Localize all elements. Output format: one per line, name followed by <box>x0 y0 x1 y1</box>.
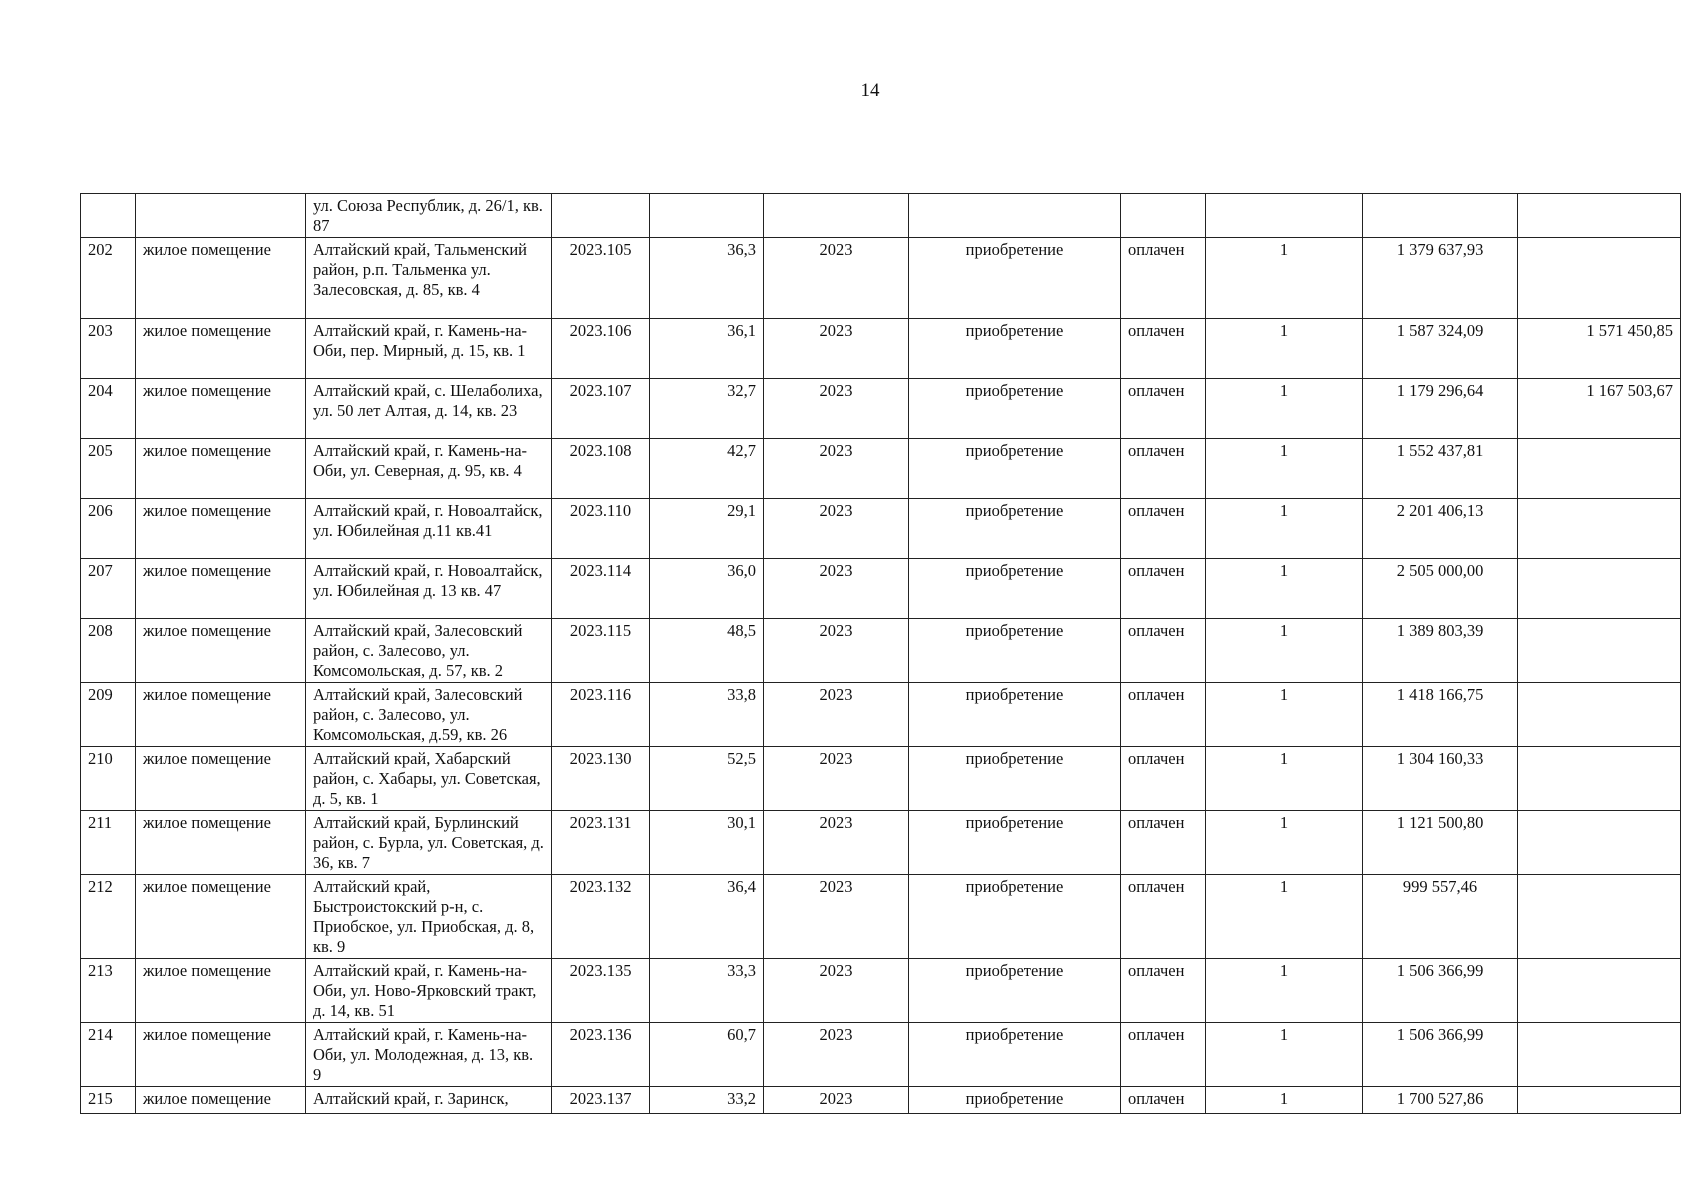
cell-payment-status: оплачен <box>1121 238 1206 319</box>
cell-object-kind: жилое помещение <box>136 619 306 683</box>
cell-payment-status: оплачен <box>1121 559 1206 619</box>
cell-row-number: 204 <box>81 379 136 439</box>
table-row <box>81 683 1681 747</box>
cell-price: 1 552 437,81 <box>1363 439 1518 499</box>
cell-quantity <box>1206 194 1363 238</box>
cell-price: 1 506 366,99 <box>1363 1023 1518 1087</box>
cell-object-kind: жилое помещение <box>136 499 306 559</box>
cell-payment-status: оплачен <box>1121 1087 1206 1114</box>
cell-payment-status: оплачен <box>1121 619 1206 683</box>
cell-registry-id: 2023.110 <box>552 499 650 559</box>
cell-year: 2023 <box>764 683 909 747</box>
cell-area-sqm: 36,1 <box>650 319 764 379</box>
cell-price-alt: 1 571 450,85 <box>1518 319 1681 379</box>
cell-registry-id: 2023.114 <box>552 559 650 619</box>
cell-object-kind: жилое помещение <box>136 439 306 499</box>
table-row <box>81 747 1681 811</box>
cell-acquisition-type: приобретение <box>909 811 1121 875</box>
cell-quantity: 1 <box>1206 747 1363 811</box>
cell-area-sqm: 36,4 <box>650 875 764 959</box>
cell-row-number: 207 <box>81 559 136 619</box>
cell-year: 2023 <box>764 811 909 875</box>
cell-area-sqm: 36,0 <box>650 559 764 619</box>
cell-year: 2023 <box>764 439 909 499</box>
cell-registry-id: 2023.132 <box>552 875 650 959</box>
cell-year: 2023 <box>764 1023 909 1087</box>
cell-address: Алтайский край, г. Новоалтайск, ул. Юбилейная д. 13 кв. 47 <box>306 559 552 619</box>
cell-price-alt <box>1518 747 1681 811</box>
cell-acquisition-type: приобретение <box>909 238 1121 319</box>
cell-quantity: 1 <box>1206 439 1363 499</box>
cell-quantity: 1 <box>1206 319 1363 379</box>
cell-area-sqm: 60,7 <box>650 1023 764 1087</box>
cell-quantity: 1 <box>1206 875 1363 959</box>
cell-payment-status: оплачен <box>1121 319 1206 379</box>
cell-area-sqm: 36,3 <box>650 238 764 319</box>
cell-registry-id: 2023.136 <box>552 1023 650 1087</box>
cell-year: 2023 <box>764 379 909 439</box>
table-row <box>81 1087 1681 1114</box>
cell-quantity: 1 <box>1206 499 1363 559</box>
cell-quantity: 1 <box>1206 1023 1363 1087</box>
cell-price: 1 179 296,64 <box>1363 379 1518 439</box>
cell-area-sqm: 33,2 <box>650 1087 764 1114</box>
table-row <box>81 559 1681 619</box>
cell-acquisition-type <box>909 194 1121 238</box>
cell-area-sqm: 48,5 <box>650 619 764 683</box>
cell-address: Алтайский край, Залесовский район, с. Залесово, ул. Комсомольская, д. 57, кв. 2 <box>306 619 552 683</box>
cell-row-number <box>81 194 136 238</box>
cell-acquisition-type: приобретение <box>909 747 1121 811</box>
cell-acquisition-type: приобретение <box>909 319 1121 379</box>
table-row <box>81 238 1681 319</box>
cell-acquisition-type: приобретение <box>909 559 1121 619</box>
cell-row-number: 209 <box>81 683 136 747</box>
cell-row-number: 215 <box>81 1087 136 1114</box>
cell-payment-status: оплачен <box>1121 439 1206 499</box>
cell-price: 1 121 500,80 <box>1363 811 1518 875</box>
cell-acquisition-type: приобретение <box>909 1023 1121 1087</box>
table-row <box>81 875 1681 959</box>
cell-acquisition-type: приобретение <box>909 439 1121 499</box>
cell-payment-status: оплачен <box>1121 875 1206 959</box>
table-row <box>81 811 1681 875</box>
cell-address: Алтайский край, г. Камень-на-Оби, ул. Молодежная, д. 13, кв. 9 <box>306 1023 552 1087</box>
cell-address: Алтайский край, Бурлинский район, с. Бурла, ул. Советская, д. 36, кв. 7 <box>306 811 552 875</box>
cell-address: Алтайский край, Тальменский район, р.п. Тальменка ул. Залесовская, д. 85, кв. 4 <box>306 238 552 319</box>
cell-area-sqm: 52,5 <box>650 747 764 811</box>
cell-acquisition-type: приобретение <box>909 875 1121 959</box>
cell-row-number: 213 <box>81 959 136 1023</box>
cell-area-sqm <box>650 194 764 238</box>
cell-price: 1 700 527,86 <box>1363 1087 1518 1114</box>
cell-price-alt <box>1518 1087 1681 1114</box>
cell-year: 2023 <box>764 875 909 959</box>
table-row <box>81 194 1681 238</box>
cell-row-number: 211 <box>81 811 136 875</box>
cell-year: 2023 <box>764 499 909 559</box>
cell-price: 1 506 366,99 <box>1363 959 1518 1023</box>
cell-payment-status: оплачен <box>1121 499 1206 559</box>
cell-registry-id: 2023.131 <box>552 811 650 875</box>
cell-registry-id: 2023.130 <box>552 747 650 811</box>
cell-registry-id: 2023.107 <box>552 379 650 439</box>
cell-quantity: 1 <box>1206 619 1363 683</box>
cell-price-alt <box>1518 811 1681 875</box>
cell-object-kind: жилое помещение <box>136 875 306 959</box>
cell-price-alt <box>1518 499 1681 559</box>
cell-payment-status: оплачен <box>1121 683 1206 747</box>
cell-registry-id: 2023.115 <box>552 619 650 683</box>
cell-year: 2023 <box>764 959 909 1023</box>
cell-payment-status <box>1121 194 1206 238</box>
cell-area-sqm: 29,1 <box>650 499 764 559</box>
cell-acquisition-type: приобретение <box>909 499 1121 559</box>
cell-registry-id: 2023.108 <box>552 439 650 499</box>
cell-year: 2023 <box>764 319 909 379</box>
cell-payment-status: оплачен <box>1121 959 1206 1023</box>
table-row <box>81 959 1681 1023</box>
cell-price-alt <box>1518 194 1681 238</box>
table-row <box>81 619 1681 683</box>
cell-price-alt <box>1518 559 1681 619</box>
page-number: 14 <box>860 80 880 101</box>
cell-price-alt <box>1518 1023 1681 1087</box>
cell-price-alt <box>1518 683 1681 747</box>
cell-row-number: 206 <box>81 499 136 559</box>
cell-object-kind: жилое помещение <box>136 747 306 811</box>
cell-registry-id <box>552 194 650 238</box>
cell-row-number: 212 <box>81 875 136 959</box>
cell-row-number: 208 <box>81 619 136 683</box>
cell-price-alt <box>1518 959 1681 1023</box>
cell-row-number: 203 <box>81 319 136 379</box>
cell-address: ул. Союза Республик, д. 26/1, кв. 87 <box>306 194 552 238</box>
cell-address: Алтайский край, г. Камень-на-Оби, ул. Ново-Ярковский тракт, д. 14, кв. 51 <box>306 959 552 1023</box>
cell-acquisition-type: приобретение <box>909 683 1121 747</box>
cell-year: 2023 <box>764 559 909 619</box>
cell-price: 1 587 324,09 <box>1363 319 1518 379</box>
cell-price: 999 557,46 <box>1363 875 1518 959</box>
cell-quantity: 1 <box>1206 559 1363 619</box>
cell-price: 1 389 803,39 <box>1363 619 1518 683</box>
cell-price: 2 505 000,00 <box>1363 559 1518 619</box>
table-row <box>81 319 1681 379</box>
cell-object-kind: жилое помещение <box>136 1023 306 1087</box>
cell-object-kind: жилое помещение <box>136 238 306 319</box>
cell-price: 1 418 166,75 <box>1363 683 1518 747</box>
cell-price: 2 201 406,13 <box>1363 499 1518 559</box>
cell-area-sqm: 33,8 <box>650 683 764 747</box>
property-register-table <box>80 193 1681 1114</box>
cell-year: 2023 <box>764 619 909 683</box>
cell-object-kind <box>136 194 306 238</box>
cell-address: Алтайский край, Залесовский район, с. Залесово, ул. Комсомольская, д.59, кв. 26 <box>306 683 552 747</box>
cell-year: 2023 <box>764 238 909 319</box>
cell-object-kind: жилое помещение <box>136 379 306 439</box>
cell-price <box>1363 194 1518 238</box>
table-body <box>81 194 1681 1114</box>
cell-row-number: 202 <box>81 238 136 319</box>
cell-price-alt: 1 167 503,67 <box>1518 379 1681 439</box>
cell-acquisition-type: приобретение <box>909 1087 1121 1114</box>
cell-year: 2023 <box>764 1087 909 1114</box>
cell-address: Алтайский край, Хабарский район, с. Хабары, ул. Советская, д. 5, кв. 1 <box>306 747 552 811</box>
cell-object-kind: жилое помещение <box>136 959 306 1023</box>
cell-row-number: 205 <box>81 439 136 499</box>
cell-object-kind: жилое помещение <box>136 811 306 875</box>
cell-acquisition-type: приобретение <box>909 379 1121 439</box>
cell-year: 2023 <box>764 747 909 811</box>
cell-quantity: 1 <box>1206 379 1363 439</box>
cell-payment-status: оплачен <box>1121 811 1206 875</box>
cell-registry-id: 2023.105 <box>552 238 650 319</box>
cell-acquisition-type: приобретение <box>909 959 1121 1023</box>
cell-area-sqm: 32,7 <box>650 379 764 439</box>
cell-price-alt <box>1518 875 1681 959</box>
cell-price: 1 304 160,33 <box>1363 747 1518 811</box>
cell-registry-id: 2023.106 <box>552 319 650 379</box>
cell-address: Алтайский край, г. Камень-на-Оби, ул. Северная, д. 95, кв. 4 <box>306 439 552 499</box>
cell-registry-id: 2023.137 <box>552 1087 650 1114</box>
cell-quantity: 1 <box>1206 238 1363 319</box>
cell-quantity: 1 <box>1206 811 1363 875</box>
cell-price: 1 379 637,93 <box>1363 238 1518 319</box>
cell-price-alt <box>1518 238 1681 319</box>
cell-address: Алтайский край, г. Новоалтайск, ул. Юбилейная д.11 кв.41 <box>306 499 552 559</box>
cell-area-sqm: 30,1 <box>650 811 764 875</box>
table-row <box>81 439 1681 499</box>
cell-row-number: 210 <box>81 747 136 811</box>
cell-address: Алтайский край, с. Шелаболиха, ул. 50 лет Алтая, д. 14, кв. 23 <box>306 379 552 439</box>
cell-registry-id: 2023.116 <box>552 683 650 747</box>
cell-object-kind: жилое помещение <box>136 1087 306 1114</box>
cell-price-alt <box>1518 439 1681 499</box>
cell-registry-id: 2023.135 <box>552 959 650 1023</box>
cell-quantity: 1 <box>1206 1087 1363 1114</box>
cell-object-kind: жилое помещение <box>136 559 306 619</box>
table-row <box>81 1023 1681 1087</box>
cell-area-sqm: 42,7 <box>650 439 764 499</box>
cell-address: Алтайский край, Быстроистокский р-н, с. Приобское, ул. Приобская, д. 8, кв. 9 <box>306 875 552 959</box>
cell-address: Алтайский край, г. Заринск, <box>306 1087 552 1114</box>
cell-payment-status: оплачен <box>1121 379 1206 439</box>
table-row <box>81 379 1681 439</box>
cell-payment-status: оплачен <box>1121 747 1206 811</box>
cell-year <box>764 194 909 238</box>
cell-quantity: 1 <box>1206 959 1363 1023</box>
table-row <box>81 499 1681 559</box>
cell-row-number: 214 <box>81 1023 136 1087</box>
cell-price-alt <box>1518 619 1681 683</box>
cell-area-sqm: 33,3 <box>650 959 764 1023</box>
cell-acquisition-type: приобретение <box>909 619 1121 683</box>
cell-quantity: 1 <box>1206 683 1363 747</box>
cell-address: Алтайский край, г. Камень-на-Оби, пер. Мирный, д. 15, кв. 1 <box>306 319 552 379</box>
cell-object-kind: жилое помещение <box>136 319 306 379</box>
cell-payment-status: оплачен <box>1121 1023 1206 1087</box>
cell-object-kind: жилое помещение <box>136 683 306 747</box>
